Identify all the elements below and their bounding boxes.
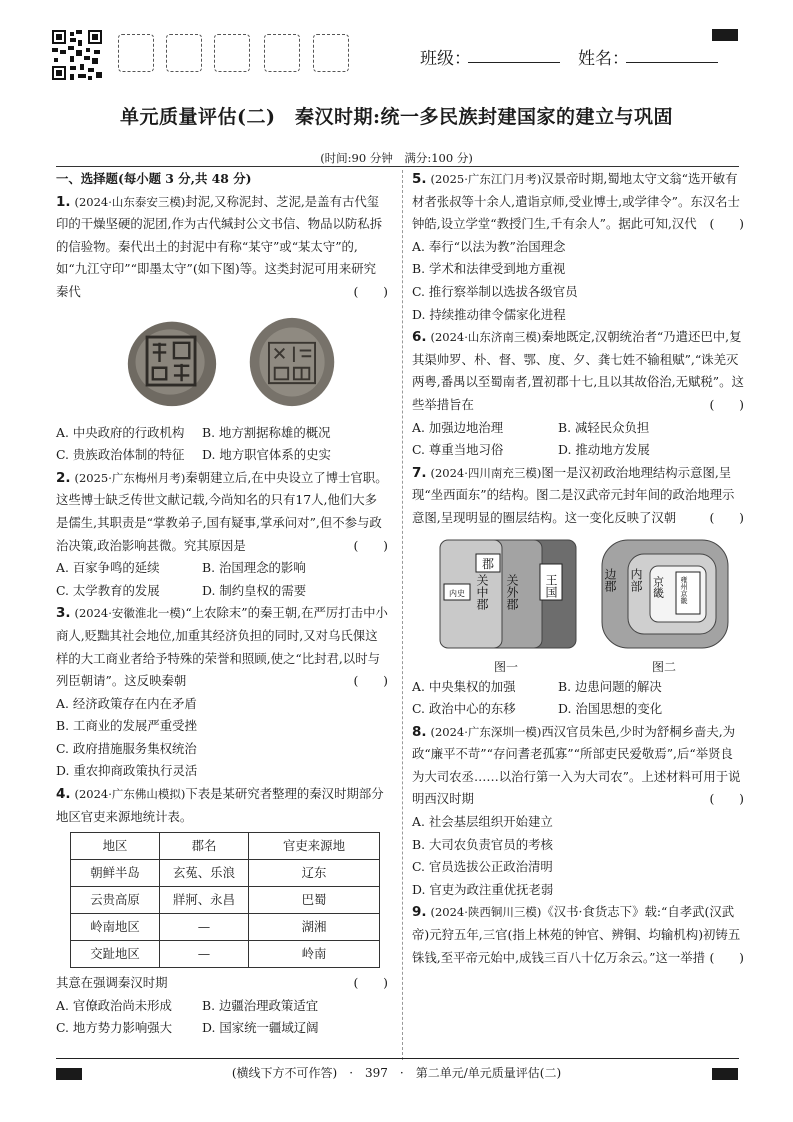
q7-answer-bracket[interactable]: ( ) [709,509,744,525]
table-row [71,941,380,968]
q1-option-a[interactable]: A. 中央政府的行政机构 [56,424,185,440]
question-4 [56,783,388,1040]
exam-meta: (时间:90 分钟 满分:100 分) [320,151,473,165]
q4-option-b[interactable]: B. 边疆治理政策适宜 [202,997,319,1013]
q7-number: 7. [412,464,427,481]
q9-number: 9. [412,904,427,921]
q4-number: 4. [56,786,71,803]
class-label: 班级： [420,49,471,69]
divider-bottom [56,1058,739,1059]
table-header: 官吏来源地 [249,833,380,860]
fig2-neibu: 内部 [629,567,643,592]
table-header: 地区 [71,833,160,860]
q8-answer-bracket[interactable]: ( ) [709,791,744,807]
question-1 [56,191,388,467]
table-cell: 玄菟、乐浪 [160,860,249,887]
table-cell: 湖湘 [249,914,380,941]
q9-answer-bracket[interactable]: ( ) [709,949,744,965]
fig2-bianjun: 边郡 [603,567,617,592]
q5-option-a[interactable]: A. 奉行“以法为教”治国理念 [412,238,566,254]
q1-source: (2024·山东泰安三模) [74,194,186,209]
seal-icon [244,312,340,412]
q6-answer-bracket[interactable]: ( ) [709,396,744,412]
q4-text: 下表是某研究者整理的秦汉时期部分地区官吏来源地统计表。 [56,786,384,824]
seal-images [56,304,388,422]
question-3 [56,602,388,783]
question-2 [56,467,388,603]
question-5 [412,168,744,326]
q6-option-d[interactable]: D. 推动地方发展 [558,442,650,458]
q5-source: (2025·广东江门月考) [430,172,542,186]
q5-answer-bracket[interactable]: ( ) [709,216,744,232]
column-separator [402,170,403,1060]
table-cell: — [160,941,249,968]
q3-number: 3. [56,605,71,622]
q3-option-a[interactable]: A. 经济政策存在内在矛盾 [56,695,197,711]
q8-option-b[interactable]: B. 大司农负责官员的考核 [412,836,553,852]
q8-source: (2024·广东深圳一模) [430,724,542,739]
q3-text: “上农除末”的秦王朝,在严厉打击中小商人,贬黜其社会地位,加重其经济负担的同时,又对乌氏倮这样的大工商业者给予特殊的荣誉和照顾,使之“比封君,以时与列臣朝请”。这反映秦朝 [56,605,388,689]
q7-text: 图一是汉初政治地理结构示意图,呈现“坐西面东”的结构。图二是汉武帝元封年间的政治地理示意图,呈现明显的圈层结构。这一变化反映了汉朝 [412,464,735,525]
left-column [56,168,388,1040]
q6-option-b[interactable]: B. 减轻民众负担 [558,419,650,435]
q4-stem2: 其意在强调秦汉时期 [56,975,168,991]
table-cell: 辽东 [249,860,380,887]
q6-text: 秦地既定,汉朝统治者“乃遣还巴中,复其渠帅罗、朴、督、鄂、度、夕、龚七姓不输租赋”,“诛羌灭两粤,番禺以至蜀南者,置初郡十七,且以其故俗治,无赋税”。这些举措旨在 [412,329,744,412]
table-cell: 朝鲜半岛 [71,860,160,887]
q7-option-d[interactable]: D. 治国思想的变化 [558,701,663,717]
q1-option-c[interactable]: C. 贵族政治体制的特征 [56,447,185,463]
figure-2-diagram [600,538,730,650]
corner-mark-top [712,29,738,41]
q1-answer-bracket[interactable]: ( ) [353,283,388,299]
page-footer: (横线下方不可作答) · 397 · 第二单元/单元质量评估(二) [231,1066,562,1080]
q5-option-c[interactable]: C. 推行察举制以选拔各级官员 [412,283,578,299]
score-box-1 [118,34,154,72]
q1-text: 封泥,又称泥封、芝泥,是盖有古代玺印的干燥坚硬的泥团,作为古代缄封公文书信、物品以防私拆的信验物。秦代出土的封泥中有称“某守”或“某太守”的,如“九江守印”“即墨太守”(如下图)等。这类封泥可用来研究秦代 [56,193,383,299]
q5-text: 汉景帝时期,蜀地太守文翁“选开敏有材者张叔等十余人,遣诣京师,受业博士,或学律令”。东汉名士钟皓,设立学堂“教授门生,千有余人”。据此可知,汉代 [412,171,740,232]
question-6 [412,326,744,462]
official-source-table [70,832,380,968]
table-cell: 牂牁、永昌 [160,887,249,914]
qr-code-icon [52,30,102,80]
q1-option-b[interactable]: B. 地方割据称雄的概况 [202,424,331,440]
q6-source: (2024·山东济南三模) [430,330,542,345]
q7-source: (2024·四川南充三模) [430,465,542,480]
q6-option-c[interactable]: C. 尊重当地习俗 [412,442,504,458]
figure-2-caption: 图二 [652,659,677,674]
q1-number: 1. [56,193,71,210]
q8-option-a[interactable]: A. 社会基层组织开始建立 [412,814,553,830]
seal-icon [124,312,220,412]
fig1-guanwai: 关外郡 [505,573,519,610]
score-box-5 [313,34,349,72]
fig2-jingji: 京畿 [651,575,665,598]
q9-text: 《汉书·食货志下》载:“自孝武(汉武帝)元狩五年,三官(指上林苑的钟官、辨铜、均输机构)初铸五铢钱,至平帝元始中,成钱三百八十亿万余云。”这一举措 [412,904,741,965]
right-column [412,168,744,969]
question-7 [412,462,744,721]
q8-number: 8. [412,723,427,740]
name-field[interactable] [626,62,718,63]
q2-option-d[interactable]: D. 制约皇权的需要 [202,582,307,598]
q4-option-a[interactable]: A. 官僚政治尚未形成 [56,997,172,1013]
q3-answer-bracket[interactable]: ( ) [353,673,388,689]
fig1-neishi: 内史 [449,588,465,598]
q2-answer-bracket[interactable]: ( ) [353,537,388,553]
fig1-jun: 郡 [481,556,495,571]
section-title: 一、选择题(每小题 3 分,共 48 分) [56,171,252,186]
table-cell: 岭南 [249,941,380,968]
q5-number: 5. [412,171,427,187]
fig2-center: 雍州京畿 [680,575,688,604]
table-cell: — [160,914,249,941]
fig1-guanzhong: 关中郡 [475,573,489,610]
page-title: 单元质量评估(二) 秦汉时期:统一多民族封建国家的建立与巩固 [120,106,673,128]
q3-option-c[interactable]: C. 政府措施服务集权统治 [56,740,197,756]
q6-option-a[interactable]: A. 加强边地治理 [412,419,504,435]
q9-source: (2024·陕西铜川三模) [430,905,542,920]
q5-option-d[interactable]: D. 持续推动律令儒家化进程 [412,306,566,322]
score-box-3 [214,34,250,72]
q4-option-d[interactable]: D. 国家统一疆域辽阔 [202,1020,319,1036]
q7-figures [412,530,744,676]
table-cell: 岭南地区 [71,914,160,941]
table-cell: 巴蜀 [249,887,380,914]
q8-option-c[interactable]: C. 官员选拔公正政治清明 [412,859,553,875]
q2-text: 秦朝建立后,在中央设立了博士官职。这些博士缺乏传世文献记载,今尚知名的只有17人,他们大多是儒生,其职责是“掌教弟子,国有疑事,掌承问对”,但不参与政治决策,政治影响甚微。究其原因是 [56,469,388,553]
q3-option-d[interactable]: D. 重农抑商政策执行灵活 [56,763,198,779]
q8-text: 西汉官员朱邑,少时为舒桐乡啬夫,为政“廉平不苛”“存问耆老孤寡”“所部吏民爱敬焉”,后“举贤良为大司农丞……以治行第一入为大司农”。上述材料可用于说明西汉时期 [412,723,741,807]
table-cell: 交趾地区 [71,941,160,968]
q4-source: (2024·广东佛山模拟) [74,787,186,802]
name-label: 姓名： [578,49,629,69]
q7-option-c[interactable]: C. 政治中心的东移 [412,701,516,717]
q3-source: (2024·安徽淮北一模) [74,606,186,621]
q8-option-d[interactable]: D. 官吏为政注重优抚老弱 [412,881,554,897]
figure-1-caption: 图一 [494,659,519,674]
figure-1-diagram [438,538,578,650]
q7-option-a[interactable]: A. 中央集权的加强 [412,678,516,694]
q2-number: 2. [56,469,71,486]
score-box-2 [166,34,202,72]
q2-option-b[interactable]: B. 治国理念的影响 [202,560,306,576]
fig1-wangguo: 王国 [544,573,558,598]
divider-top [56,166,739,167]
q2-source: (2025·广东梅州月考) [74,470,186,485]
table-header: 郡名 [160,833,249,860]
table-cell: 云贵高原 [71,887,160,914]
table-row [71,914,380,941]
class-field[interactable] [468,62,560,63]
q7-option-b[interactable]: B. 边患问题的解决 [558,678,662,694]
q4-option-c[interactable]: C. 地方势力影响强大 [56,1020,173,1036]
score-box-4 [264,34,300,72]
table-row [71,887,380,914]
q4-answer-bracket[interactable]: ( ) [353,975,388,991]
question-9 [412,901,744,969]
q2-option-c[interactable]: C. 太学教育的发展 [56,582,160,598]
q3-option-b[interactable]: B. 工商业的发展严重受挫 [56,718,197,734]
q1-option-d[interactable]: D. 地方职官体系的史实 [202,447,331,463]
q5-option-b[interactable]: B. 学术和法律受到地方重视 [412,261,566,277]
table-row [71,860,380,887]
question-8 [412,721,744,902]
q6-number: 6. [412,329,427,346]
q2-option-a[interactable]: A. 百家争鸣的延续 [56,560,160,576]
